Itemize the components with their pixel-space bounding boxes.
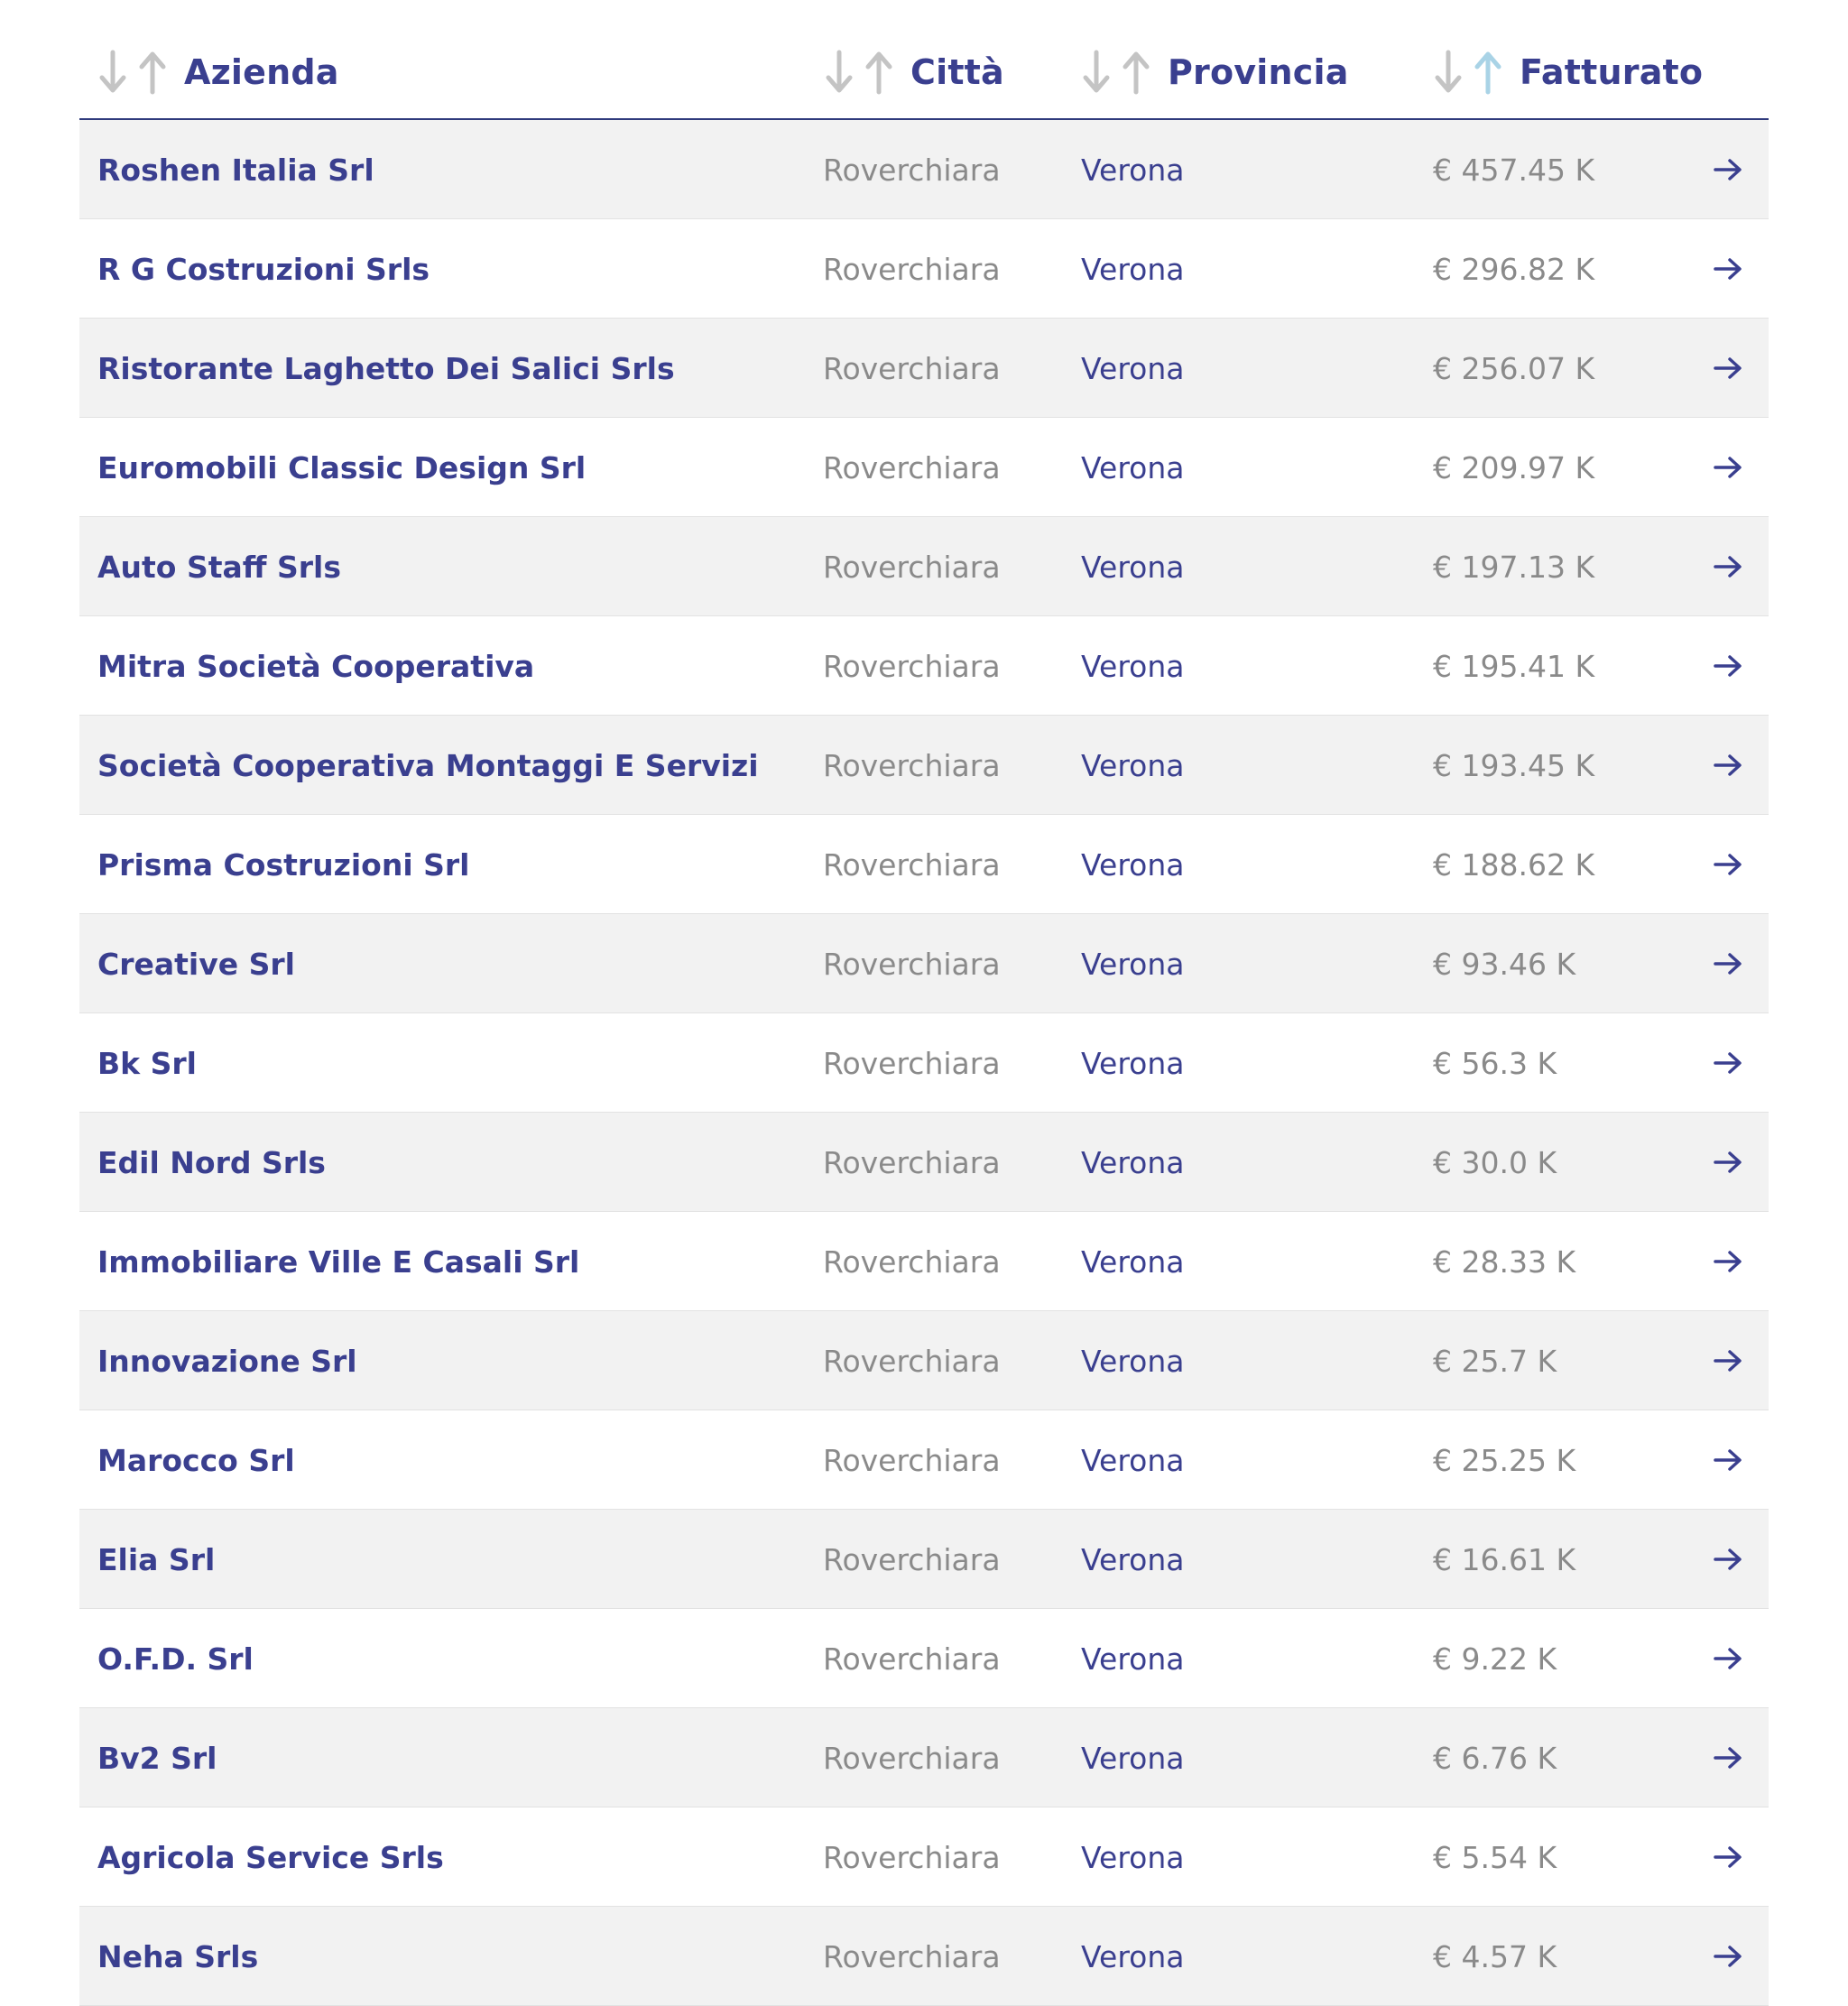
column-header-provincia[interactable] <box>1081 45 1349 99</box>
table-row[interactable] <box>79 120 1769 219</box>
province-cell: Verona <box>1081 251 1185 287</box>
table-row[interactable] <box>79 1311 1769 1410</box>
companies-table <box>79 0 1769 2006</box>
arrow-right-icon[interactable] <box>1713 1708 1743 1807</box>
column-label-citta: Città <box>910 52 1004 92</box>
table-row[interactable] <box>79 418 1769 517</box>
province-cell: Verona <box>1081 1641 1185 1677</box>
company-name-link[interactable]: R G Costruzioni Srls <box>97 251 430 287</box>
sort-controls-fatturato <box>1433 49 1503 96</box>
sort-controls-azienda <box>97 49 168 96</box>
province-cell: Verona <box>1081 1839 1185 1875</box>
city-cell: Roverchiara <box>823 549 1001 585</box>
sort-asc-arrow-up-icon[interactable] <box>864 49 894 96</box>
revenue-cell: € 25.7 K <box>1433 1343 1557 1379</box>
company-name-link[interactable]: Prisma Costruzioni Srl <box>97 846 470 883</box>
sort-asc-arrow-up-icon-active[interactable] <box>1473 49 1503 96</box>
arrow-right-icon[interactable] <box>1713 1311 1743 1410</box>
sort-desc-arrow-down-icon[interactable] <box>97 49 128 96</box>
company-name-link[interactable]: Ristorante Laghetto Dei Salici Srls <box>97 350 675 386</box>
arrow-right-icon[interactable] <box>1713 1907 1743 2006</box>
revenue-cell: € 4.57 K <box>1433 1938 1557 1974</box>
table-row[interactable] <box>79 1609 1769 1708</box>
city-cell: Roverchiara <box>823 1243 1001 1280</box>
city-cell: Roverchiara <box>823 846 1001 883</box>
province-cell: Verona <box>1081 747 1185 783</box>
city-cell: Roverchiara <box>823 946 1001 982</box>
column-header-citta[interactable] <box>824 45 1004 99</box>
revenue-cell: € 93.46 K <box>1433 946 1576 982</box>
arrow-right-icon[interactable] <box>1713 1510 1743 1609</box>
table-body <box>79 120 1769 2006</box>
revenue-cell: € 56.3 K <box>1433 1045 1557 1081</box>
city-cell: Roverchiara <box>823 1938 1001 1974</box>
province-cell: Verona <box>1081 1442 1185 1478</box>
province-cell: Verona <box>1081 846 1185 883</box>
company-name-link[interactable]: Elia Srl <box>97 1541 216 1577</box>
table-row[interactable] <box>79 1510 1769 1609</box>
city-cell: Roverchiara <box>823 648 1001 684</box>
table-header <box>79 0 1769 120</box>
arrow-right-icon[interactable] <box>1713 1410 1743 1510</box>
sort-asc-arrow-up-icon[interactable] <box>137 49 168 96</box>
arrow-right-icon[interactable] <box>1713 418 1743 517</box>
arrow-right-icon[interactable] <box>1713 1609 1743 1708</box>
table-row[interactable] <box>79 1410 1769 1510</box>
revenue-cell: € 6.76 K <box>1433 1740 1557 1776</box>
company-name-link[interactable]: Roshen Italia Srl <box>97 152 374 188</box>
table-row[interactable] <box>79 1807 1769 1907</box>
arrow-right-icon[interactable] <box>1713 1113 1743 1212</box>
revenue-cell: € 209.97 K <box>1433 449 1595 485</box>
arrow-right-icon[interactable] <box>1713 815 1743 914</box>
province-cell: Verona <box>1081 449 1185 485</box>
sort-desc-arrow-down-icon[interactable] <box>1433 49 1464 96</box>
company-name-link[interactable]: Creative Srl <box>97 946 295 982</box>
revenue-cell: € 5.54 K <box>1433 1839 1557 1875</box>
company-name-link[interactable]: Mitra Società Cooperativa <box>97 648 535 684</box>
column-header-fatturato[interactable] <box>1433 45 1703 99</box>
arrow-right-icon[interactable] <box>1713 517 1743 616</box>
revenue-cell: € 457.45 K <box>1433 152 1595 188</box>
table-row[interactable] <box>79 517 1769 616</box>
city-cell: Roverchiara <box>823 1045 1001 1081</box>
city-cell: Roverchiara <box>823 1541 1001 1577</box>
company-name-link[interactable]: Auto Staff Srls <box>97 549 341 585</box>
column-label-azienda: Azienda <box>184 52 339 92</box>
revenue-cell: € 16.61 K <box>1433 1541 1576 1577</box>
city-cell: Roverchiara <box>823 251 1001 287</box>
company-name-link[interactable]: Edil Nord Srls <box>97 1144 326 1180</box>
city-cell: Roverchiara <box>823 152 1001 188</box>
company-name-link[interactable]: Società Cooperativa Montaggi E Servizi <box>97 747 759 783</box>
company-name-link[interactable]: Marocco Srl <box>97 1442 295 1478</box>
province-cell: Verona <box>1081 1243 1185 1280</box>
revenue-cell: € 28.33 K <box>1433 1243 1576 1280</box>
company-name-link[interactable]: Bk Srl <box>97 1045 197 1081</box>
city-cell: Roverchiara <box>823 449 1001 485</box>
city-cell: Roverchiara <box>823 747 1001 783</box>
column-label-fatturato: Fatturato <box>1520 52 1704 92</box>
revenue-cell: € 25.25 K <box>1433 1442 1576 1478</box>
arrow-right-icon[interactable] <box>1713 120 1743 219</box>
table-row[interactable] <box>79 716 1769 815</box>
arrow-right-icon[interactable] <box>1713 1807 1743 1907</box>
table-row[interactable] <box>79 1907 1769 2006</box>
arrow-right-icon[interactable] <box>1713 319 1743 418</box>
city-cell: Roverchiara <box>823 1740 1001 1776</box>
province-cell: Verona <box>1081 648 1185 684</box>
company-name-link[interactable]: Bv2 Srl <box>97 1740 217 1776</box>
arrow-right-icon[interactable] <box>1713 1212 1743 1311</box>
table-row[interactable] <box>79 1113 1769 1212</box>
company-name-link[interactable]: O.F.D. Srl <box>97 1641 254 1677</box>
city-cell: Roverchiara <box>823 1839 1001 1875</box>
company-name-link[interactable]: Neha Srls <box>97 1938 259 1974</box>
company-name-link[interactable]: Innovazione Srl <box>97 1343 357 1379</box>
province-cell: Verona <box>1081 350 1185 386</box>
province-cell: Verona <box>1081 152 1185 188</box>
province-cell: Verona <box>1081 1144 1185 1180</box>
revenue-cell: € 188.62 K <box>1433 846 1595 883</box>
arrow-right-icon[interactable] <box>1713 616 1743 716</box>
revenue-cell: € 30.0 K <box>1433 1144 1557 1180</box>
city-cell: Roverchiara <box>823 1442 1001 1478</box>
city-cell: Roverchiara <box>823 1343 1001 1379</box>
sort-controls-provincia <box>1081 49 1151 96</box>
city-cell: Roverchiara <box>823 1641 1001 1677</box>
revenue-cell: € 256.07 K <box>1433 350 1595 386</box>
sort-desc-arrow-down-icon[interactable] <box>824 49 855 96</box>
company-name-link[interactable]: Immobiliare Ville E Casali Srl <box>97 1243 580 1280</box>
arrow-right-icon[interactable] <box>1713 914 1743 1013</box>
province-cell: Verona <box>1081 946 1185 982</box>
province-cell: Verona <box>1081 1740 1185 1776</box>
revenue-cell: € 193.45 K <box>1433 747 1595 783</box>
sort-controls-citta <box>824 49 894 96</box>
arrow-right-icon[interactable] <box>1713 219 1743 319</box>
company-name-link[interactable]: Euromobili Classic Design Srl <box>97 449 587 485</box>
table-row[interactable] <box>79 815 1769 914</box>
province-cell: Verona <box>1081 1938 1185 1974</box>
province-cell: Verona <box>1081 1541 1185 1577</box>
column-header-azienda[interactable] <box>97 45 339 99</box>
revenue-cell: € 9.22 K <box>1433 1641 1557 1677</box>
revenue-cell: € 197.13 K <box>1433 549 1595 585</box>
arrow-right-icon[interactable] <box>1713 1013 1743 1113</box>
revenue-cell: € 296.82 K <box>1433 251 1595 287</box>
arrow-right-icon[interactable] <box>1713 716 1743 815</box>
province-cell: Verona <box>1081 1343 1185 1379</box>
province-cell: Verona <box>1081 549 1185 585</box>
sort-desc-arrow-down-icon[interactable] <box>1081 49 1112 96</box>
table-row[interactable] <box>79 616 1769 716</box>
table-row[interactable] <box>79 1013 1769 1113</box>
sort-asc-arrow-up-icon[interactable] <box>1121 49 1151 96</box>
table-row[interactable] <box>79 1708 1769 1807</box>
table-row[interactable] <box>79 219 1769 319</box>
city-cell: Roverchiara <box>823 1144 1001 1180</box>
revenue-cell: € 195.41 K <box>1433 648 1595 684</box>
table-row[interactable] <box>79 914 1769 1013</box>
province-cell: Verona <box>1081 1045 1185 1081</box>
company-name-link[interactable]: Agricola Service Srls <box>97 1839 444 1875</box>
table-row[interactable] <box>79 1212 1769 1311</box>
city-cell: Roverchiara <box>823 350 1001 386</box>
column-label-provincia: Provincia <box>1168 52 1349 92</box>
table-row[interactable] <box>79 319 1769 418</box>
